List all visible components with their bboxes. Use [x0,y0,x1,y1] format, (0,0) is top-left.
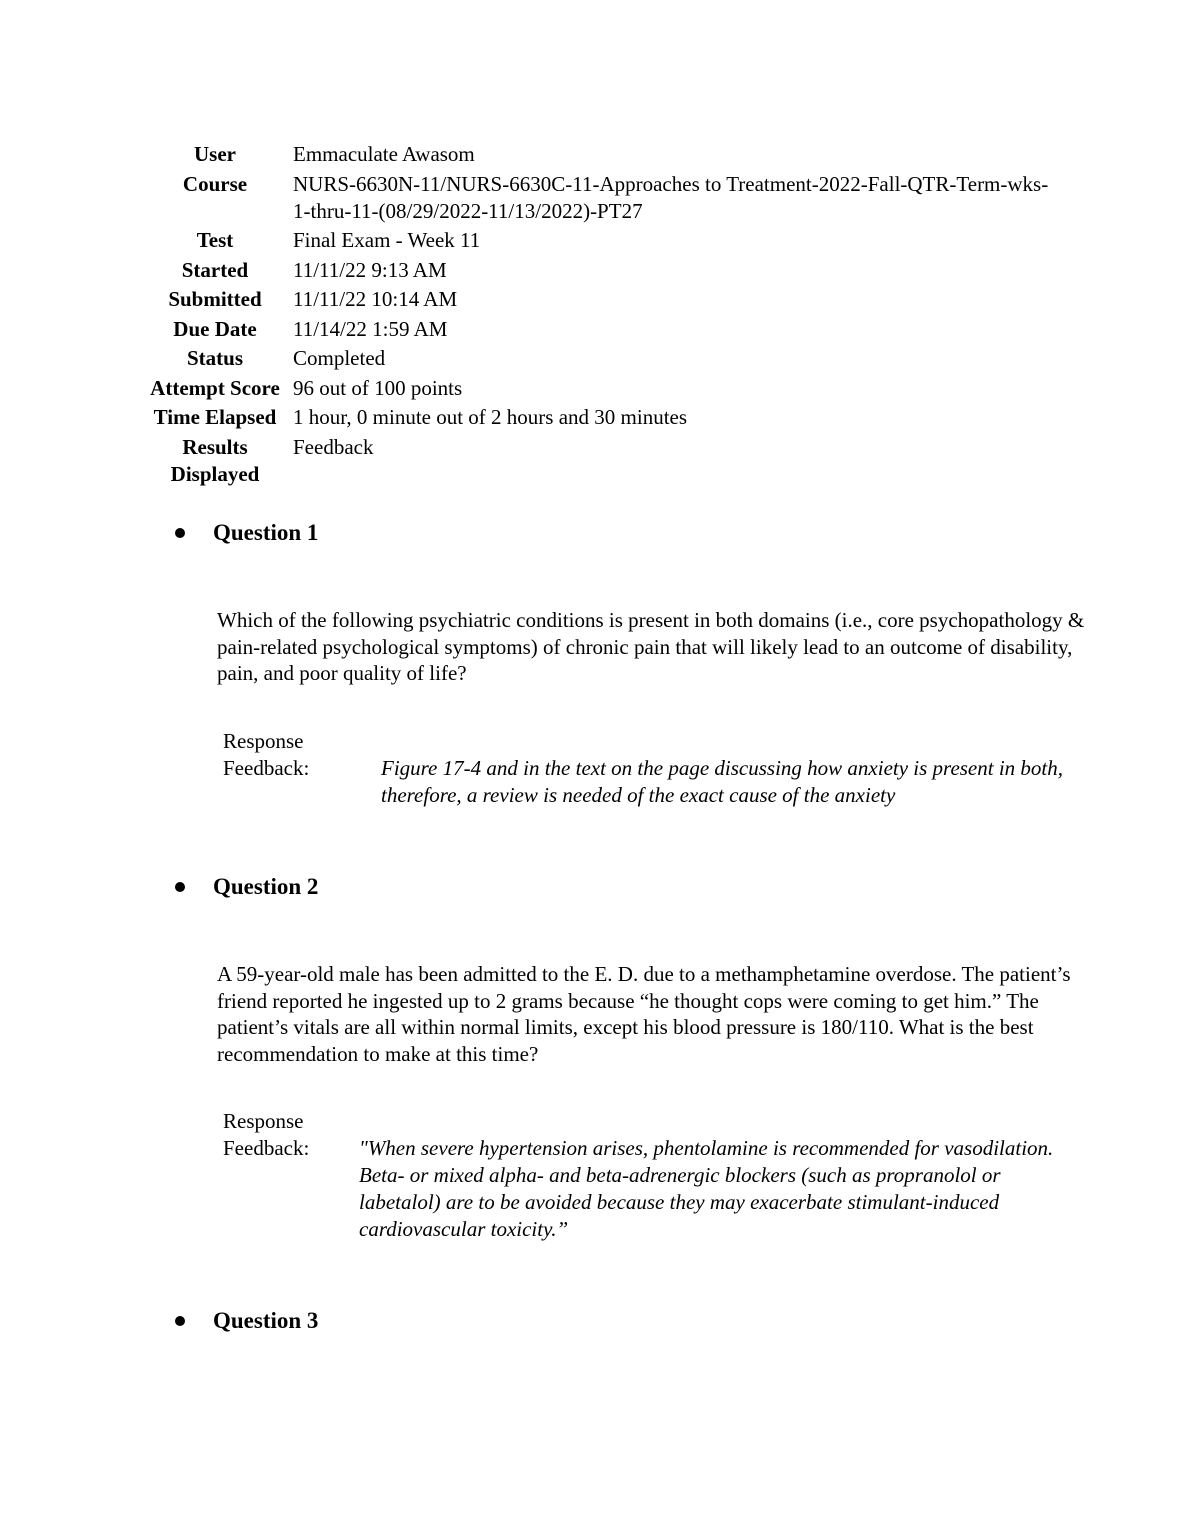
attempt-summary-table [142,141,1053,490]
summary-value: Feedback [293,434,374,459]
summary-label: Submitted [168,287,262,311]
summary-value: 1 hour, 0 minute out of 2 hours and 30 minutes [293,405,688,429]
bullet-icon [175,882,185,892]
summary-label: Test [196,228,234,252]
summary-label: Due Date [173,316,257,341]
bullet-icon [175,528,185,538]
question-title: Question 2 [213,874,319,899]
summary-row-user [142,141,1053,171]
summary-value: Completed [293,346,386,370]
question-heading [172,1308,318,1334]
response-feedback-label: Response Feedback: [223,1109,310,1160]
summary-value: 11/14/22 1:59 AM [293,316,448,341]
summary-row-due-date [142,316,1053,346]
question-text: A 59-year-old male has been admitted to the E. D. due to a methamphetamine overdose. The patient’s friend reported he ingested up to 2 grams because “he thought cops were coming to get him.” The patient’s vitals are all within normal limits, except his blood pressure is 180/110. What is the best recommendation to make at this time? [217,962,1071,1066]
summary-row-test [142,227,1053,257]
summary-value: 11/11/22 9:13 AM [293,257,447,282]
summary-label: Time Elapsed [153,405,277,429]
summary-label: Course [182,171,248,196]
summary-row-status [142,345,1053,375]
question-text: Which of the following psychiatric conditions is present in both domains (i.e., core psychopathology & pain-related psychological symptoms) of chronic pain that will likely lead to an outcome of disability, pain, and poor quality of life? [217,608,1085,685]
summary-value: NURS-6630N-11/NURS-6630C-11-Approaches to Treatment-2022-Fall-QTR-Term-wks-1-thru-11-(08/29/2022-11/13/2022)-PT27 [293,171,1049,223]
summary-value: Final Exam - Week 11 [293,228,481,252]
summary-row-started [142,257,1053,287]
summary-value: 96 out of 100 points [293,375,463,400]
summary-row-submitted [142,286,1053,316]
question-title: Question 3 [213,1308,319,1333]
question-heading [172,520,318,546]
response-feedback-text: Figure 17-4 and in the text on the page discussing how anxiety is present in both, therefore, a review is needed of the exact cause of the anxiety [381,756,1064,807]
summary-label: User [194,142,236,166]
summary-row-course [142,171,1053,228]
summary-row-results-displayed [142,434,1053,491]
summary-value: 11/11/22 10:14 AM [293,287,458,311]
bullet-icon [175,1316,185,1326]
response-feedback-text: "When severe hypertension arises, phentolamine is recommended for vasodilation. Beta- or mixed alpha- and beta-adrenergic blockers (such as propranolol or labetalol) are to be avoided because they may exacerbate stimulant-induced cardiovascular toxicity.” [359,1136,1054,1241]
summary-label: Results Displayed [170,434,260,486]
summary-label: Status [186,346,244,370]
summary-row-time-elapsed [142,404,1053,434]
response-feedback-label: Response Feedback: [223,729,310,780]
question-heading [172,874,318,900]
summary-value: Emmaculate Awasom [293,142,475,166]
summary-row-attempt-score [142,375,1053,405]
summary-label: Started [181,257,249,282]
question-title: Question 1 [213,520,319,545]
summary-label: Attempt Score [150,375,280,400]
